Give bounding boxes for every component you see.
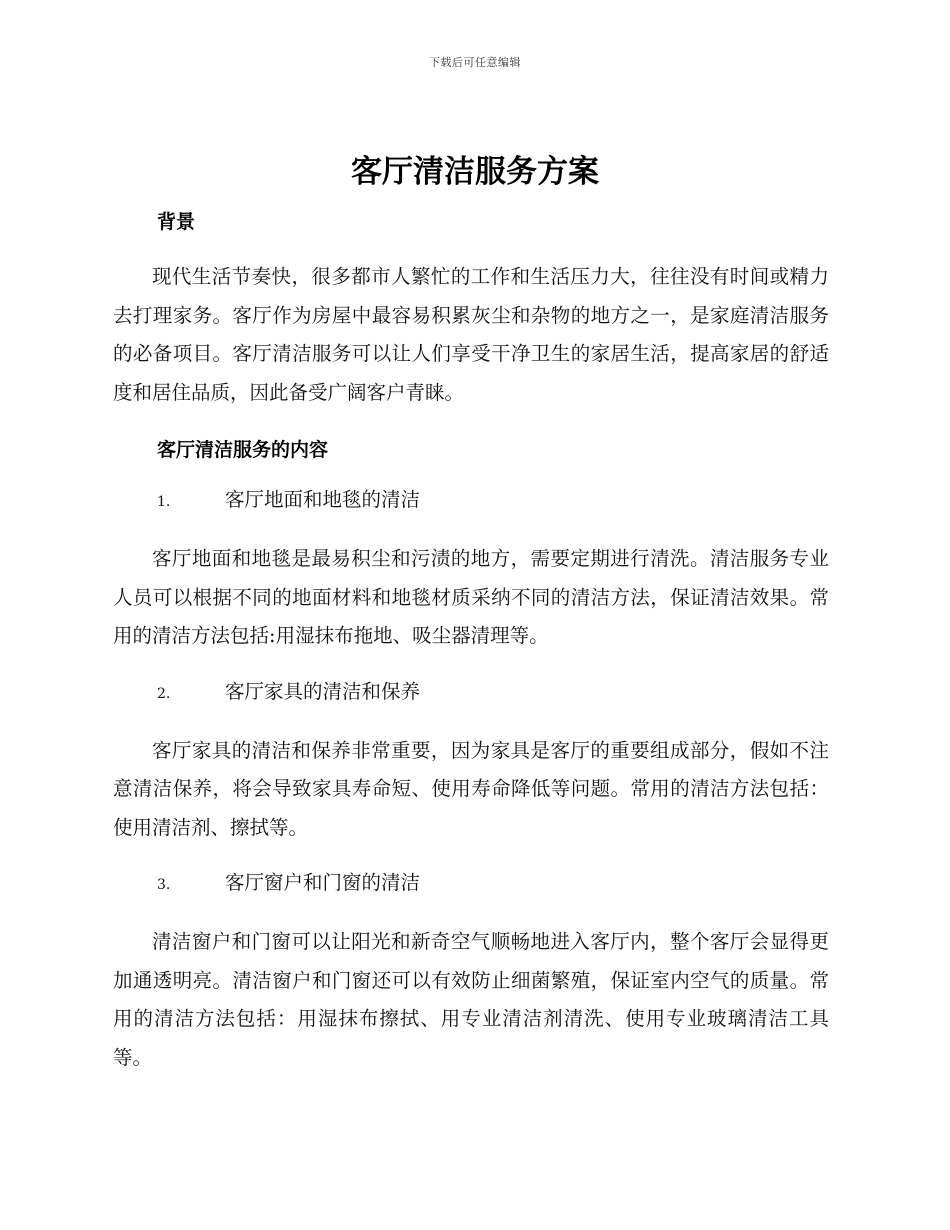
document-title: 客厅清洁服务方案 <box>351 154 599 190</box>
item-label: 客厅地面和地毯的清洁 <box>225 488 421 511</box>
item-label: 客厅家具的清洁和保养 <box>225 679 421 703</box>
item-label: 客厅窗户和门窗的清洁 <box>225 871 421 894</box>
item-number: 2. <box>157 685 171 702</box>
section-heading-service-content: 客厅清洁服务的内容 <box>157 439 329 461</box>
item-1-paragraph: 客厅地面和地毯是最易积尘和污渍的地方，需要定期进行清洗。清洁服务专业人员可以根据不同的地面材料和地毯材质采纳不同的清洁方法，保证清洁效果。常用的清洁方法包括:用湿抹布拖地、吸尘器清理等。 <box>113 547 829 647</box>
numbered-item-1 <box>157 484 829 518</box>
document-body <box>113 200 829 1077</box>
item-3-paragraph: 清洁窗户和门窗可以让阳光和新奇空气顺畅地进入客厅内，整个客厅会显得更加通透明亮。清洁窗户和门窗还可以有效防止细菌繁殖，保证室内空气的质量。常用的清洁方法包括：用湿抹布擦拭、用专业清洁剂清洗、使用专业玻璃清洁工具等。 <box>113 930 829 1069</box>
item-number: 1. <box>157 494 171 510</box>
item-number: 3. <box>157 877 171 893</box>
numbered-item-3 <box>157 867 829 901</box>
section-heading-background: 背景 <box>157 211 196 233</box>
header-note: 下载后可任意编辑 <box>429 56 521 69</box>
background-paragraph: 现代生活节奏快，很多都市人繁忙的工作和生活压力大，往往没有时间或精力去打理家务。客厅作为房屋中最容易积累灰尘和杂物的地方之一，是家庭清洁服务的必备项目。客厅清洁服务可以让人们享受干净卫生的家居生活，提高家居的舒适度和居住品质，因此备受广阔客户青睐。 <box>113 265 829 404</box>
item-2-paragraph: 客厅家具的清洁和保养非常重要，因为家具是客厅的重要组成部分，假如不注意清洁保养，将会导致家具寿命短、使用寿命降低等问题。常用的清洁方法包括：使用清洁剂、擦拭等。 <box>113 738 829 839</box>
numbered-item-2 <box>157 676 829 710</box>
